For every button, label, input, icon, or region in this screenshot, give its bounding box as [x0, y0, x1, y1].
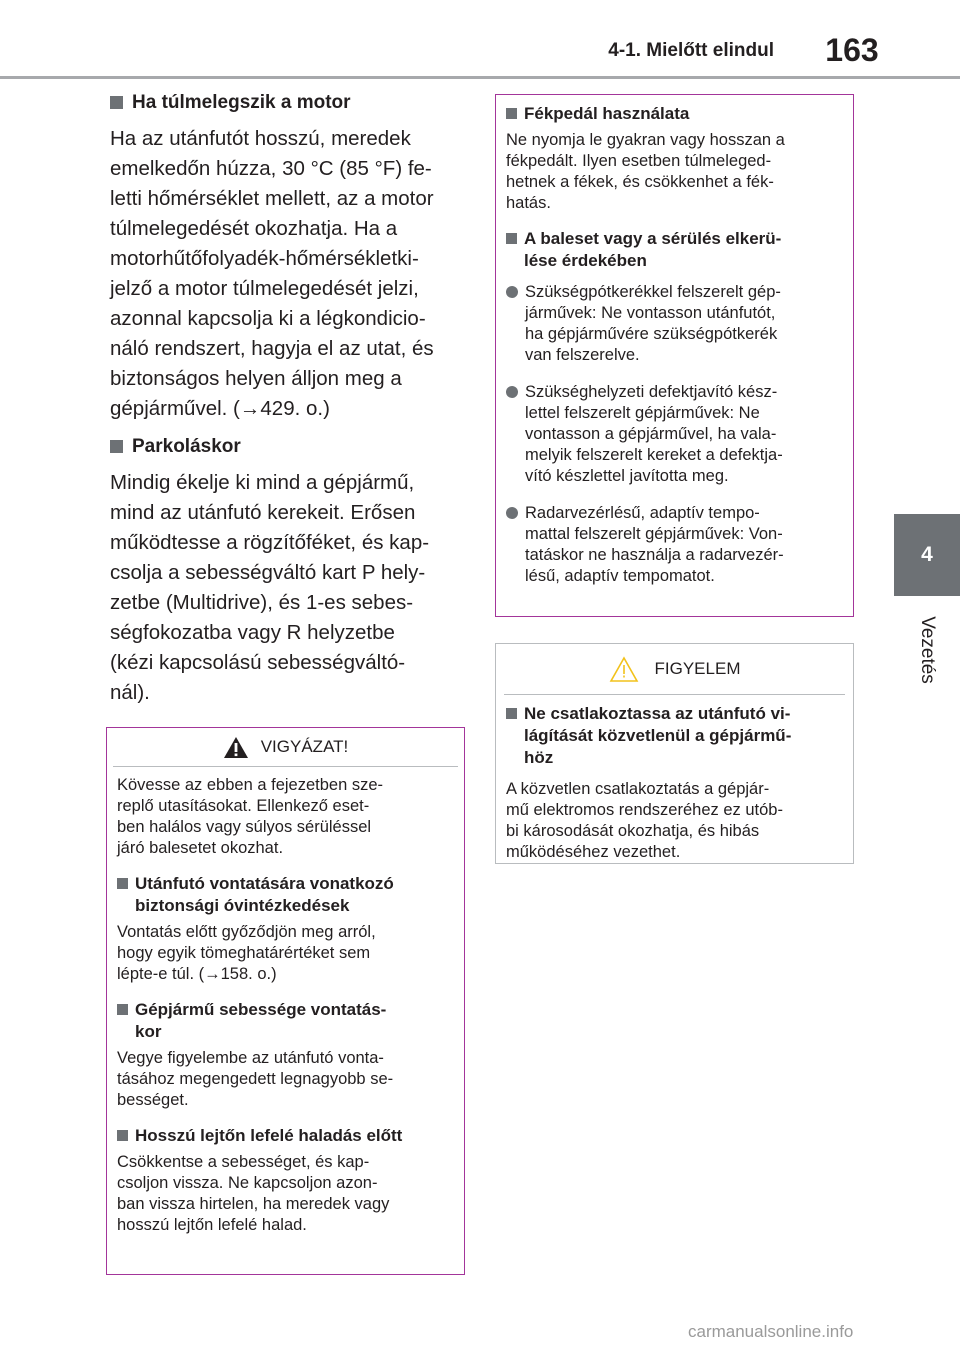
text-line: Vegye figyelembe az utánfutó vonta-: [117, 1049, 384, 1067]
chapter-label: Vezetés: [917, 616, 939, 684]
notice-title: FIGYELEM: [654, 659, 741, 678]
section-heading: [110, 434, 460, 460]
text-line: náló rendszert, hagyja el az utat, és: [110, 337, 434, 360]
section-heading: [110, 90, 460, 116]
text-line: lésű, adaptív tempomatot.: [525, 567, 715, 585]
square-bullet-icon: [506, 708, 517, 719]
text-line: emelkedőn húzza, 30 °C (85 °F) fe-: [110, 157, 432, 180]
text-line: bi károsodását okozhatja, és hibás: [506, 822, 760, 840]
text-line: működéséhez vezethet.: [506, 843, 681, 861]
caution-item-text: [117, 1048, 454, 1111]
text-line: letti hőmérséklet mellett, az a motor: [110, 187, 434, 210]
text-line: járművek: Ne vontasson utánfutót,: [525, 304, 776, 322]
section-heading-text: [135, 1125, 402, 1147]
text-line: fékpedált. Ilyen esetben túlmeleged-: [506, 152, 772, 170]
bullet-item: [506, 503, 843, 587]
header-title: 4-1. Mielőtt elindul: [608, 40, 774, 61]
text-line: hogy egyik tömeghatárértéket sem: [117, 944, 371, 962]
text-line: Vontatás előtt győződjön meg arról,: [117, 923, 376, 941]
section-heading: [117, 873, 454, 917]
header-rule: [0, 76, 960, 79]
text-line: vító készlettel javította meg.: [525, 467, 729, 485]
text-line: Kövesse az ebben a fejezetben sze-: [117, 776, 384, 794]
caution-header: [113, 728, 458, 767]
advice-box: [495, 94, 854, 617]
text-line: zetbe (Multidrive), és 1-es sebes-: [110, 591, 414, 614]
footer-watermark: carmanualsonline.info: [688, 1322, 854, 1341]
section-heading-text: [135, 873, 394, 917]
advice-body: [496, 95, 853, 611]
section-paragraph: [110, 468, 460, 708]
text-line: ha gépjárművére szükségpótkerék: [525, 325, 778, 343]
text-line: Utánfutó vontatására vonatkozó: [135, 874, 394, 893]
text-line: melyik felszerelt kereket a defektja-: [525, 446, 783, 464]
text-line: túlmelegedését okozhatja. Ha a: [110, 217, 398, 240]
page-number: 163: [825, 32, 879, 68]
text-line: hosszú lejtőn lefelé halad.: [117, 1216, 307, 1234]
warning-triangle-icon: [223, 736, 249, 759]
round-bullet-icon: [506, 286, 518, 298]
text-line: ségfokozatba vagy R helyzetbe: [110, 621, 395, 644]
text-line: ben halálos vagy súlyos sérüléssel: [117, 818, 372, 836]
text-line: A közvetlen csatlakoztatás a gépjár-: [506, 780, 770, 798]
bullet-text: [525, 503, 784, 587]
text-line: hetnek a fékek, és csökkenhet a fék-: [506, 173, 774, 191]
text-line: Ha az utánfutót hosszú, meredek: [110, 127, 411, 150]
text-line: lépte-e túl. (→158. o.): [117, 965, 277, 983]
text-line: nál).: [110, 681, 150, 704]
text-line: mattal felszerelt gépjárművek: Von-: [525, 525, 783, 543]
text-line: lettel felszerelt gépjárművek: Ne: [525, 404, 760, 422]
text-line: ban vissza hirtelen, ha meredek vagy: [117, 1195, 390, 1213]
section-heading: [117, 999, 454, 1043]
text-line: höz: [524, 748, 554, 767]
section-heading-text: [135, 999, 386, 1043]
text-line: lágítását közvetlenül a gépjármű-: [524, 726, 792, 745]
text-line: járó balesetet okozhat.: [117, 839, 284, 857]
square-bullet-icon: [117, 1130, 128, 1141]
square-bullet-icon: [506, 233, 517, 244]
text-line: Ne csatlakoztassa az utánfutó vi-: [524, 704, 791, 723]
text-line: biztonságos helyen álljon meg a: [110, 367, 402, 390]
text-line: Szükségpótkerékkel felszerelt gép-: [525, 283, 781, 301]
notice-body: [496, 695, 853, 885]
section-paragraph: [110, 124, 460, 424]
text-line: tatáskor ne használja a radarvezér-: [525, 546, 784, 564]
text-line: tásához megengedett legnagyobb se-: [117, 1070, 394, 1088]
text-line: bességet.: [117, 1091, 189, 1109]
text-line: Szükséghelyzeti defektjavító kész-: [525, 383, 778, 401]
bullet-item: [506, 282, 843, 366]
text-line: mind az utánfutó kerekeit. Erősen: [110, 501, 416, 524]
round-bullet-icon: [506, 386, 518, 398]
text-line: lése érdekében: [524, 251, 647, 270]
section-heading: [506, 103, 843, 125]
text-line: A baleset vagy a sérülés elkerü-: [524, 229, 782, 248]
square-bullet-icon: [506, 108, 517, 119]
text-line: gépjárművel. (→429. o.): [110, 397, 330, 420]
text-line: (kézi kapcsolású sebességváltó-: [110, 651, 406, 674]
caution-box: [106, 727, 465, 1275]
section-heading: [117, 1125, 454, 1147]
round-bullet-icon: [506, 507, 518, 519]
text-line: biztonsági óvintézkedések: [135, 896, 350, 915]
bullet-text: [525, 282, 781, 366]
text-line: Fékpedál használata: [524, 104, 690, 123]
bullet-text: [525, 382, 783, 487]
text-line: mű elektromos rendszeréhez ez utób-: [506, 801, 783, 819]
text-line: vontasson a gépjárművel, ha vala-: [525, 425, 777, 443]
text-line: működtesse a rögzítőféket, és kap-: [110, 531, 430, 554]
caution-title: VIGYÁZAT!: [260, 737, 349, 756]
text-line: hatás.: [506, 194, 551, 212]
text-line: Mindig ékelje ki mind a gépjármű,: [110, 471, 415, 494]
text-line: Ne nyomja le gyakran vagy hosszan a: [506, 131, 785, 149]
square-bullet-icon: [110, 440, 123, 453]
advice-text: [506, 130, 843, 214]
text-line: kor: [135, 1022, 162, 1041]
caution-intro: [117, 775, 454, 859]
section-heading-text: Ha túlmelegszik a motor: [132, 92, 351, 113]
text-line: azonnal kapcsolja ki a légkondicio-: [110, 307, 426, 330]
text-line: Csökkentse a sebességet, és kap-: [117, 1153, 370, 1171]
notice-text: [506, 779, 843, 863]
text-line: csolja a sebességváltó kart P hely-: [110, 561, 426, 584]
square-bullet-icon: [117, 878, 128, 889]
text-line: replő utasításokat. Ellenkező eset-: [117, 797, 370, 815]
section-heading-text: [524, 228, 781, 272]
text-line: jelző a motor túlmelegedését jelzi,: [110, 277, 419, 300]
section-heading-text: Parkoláskor: [132, 436, 241, 457]
caution-item-text: [117, 922, 454, 985]
square-bullet-icon: [117, 1004, 128, 1015]
text-line: motorhűtőfolyadék-hőmérsékletki-: [110, 247, 419, 270]
caution-item-text: [117, 1152, 454, 1236]
caution-triangle-outline-icon: [609, 656, 639, 683]
chapter-tab: 4: [894, 514, 960, 596]
text-line: csoljon vissza. Ne kapcsoljon azon-: [117, 1174, 378, 1192]
square-bullet-icon: [110, 96, 123, 109]
text-line: Radarvezérlésű, adaptív tempo-: [525, 504, 760, 522]
bullet-item: [506, 382, 843, 487]
left-column: [110, 90, 460, 718]
notice-box: [495, 643, 854, 864]
caution-body: [107, 767, 464, 1258]
text-line: van felszerelve.: [525, 346, 640, 364]
section-heading-text: [524, 703, 791, 769]
notice-header: [504, 644, 845, 695]
text-line: Hosszú lejtőn lefelé haladás előtt: [135, 1126, 403, 1145]
section-heading: [506, 228, 843, 272]
section-heading-text: [524, 103, 689, 125]
section-heading: [506, 703, 843, 769]
text-line: Gépjármű sebessége vontatás-: [135, 1000, 387, 1019]
